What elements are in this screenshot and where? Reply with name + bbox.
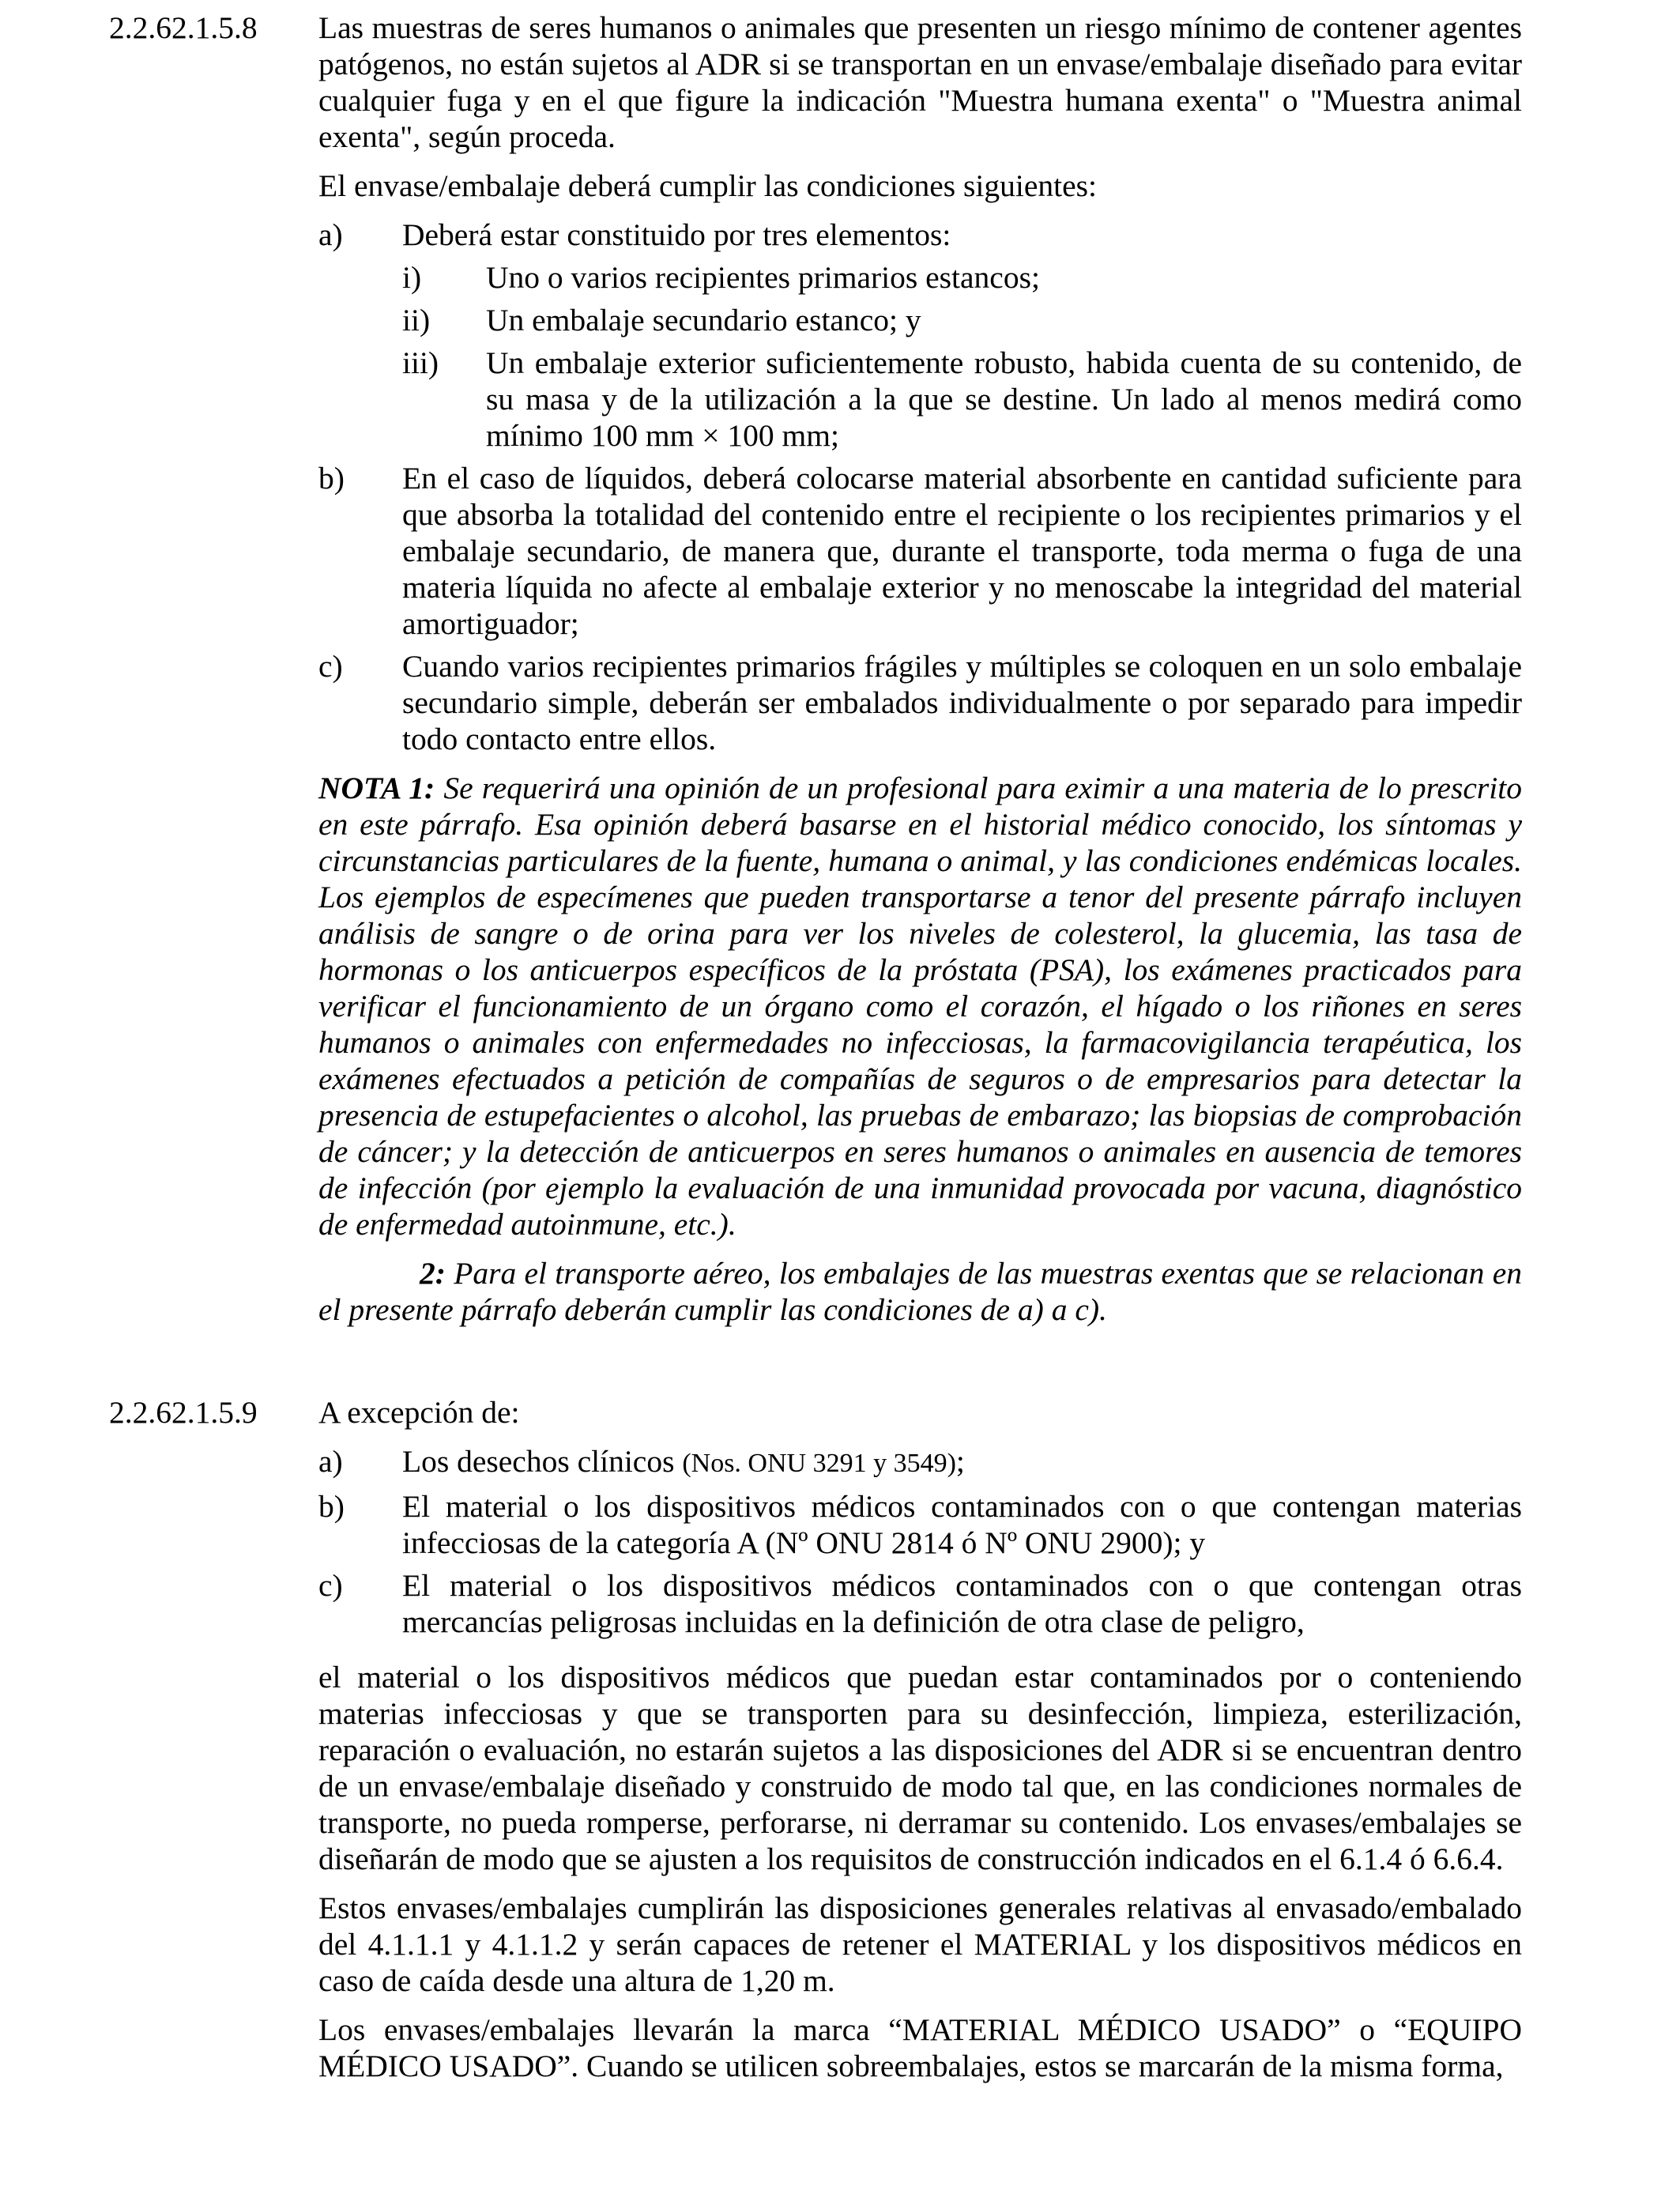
section-body [318,9,1522,1328]
list-item-text: En el caso de líquidos, deberá colocarse material absorbente en cantidad suficiente para que absorba la totalidad del contenido entre el recipiente o los recipientes primarios y el embalaje secundario, de manera que, durante el transporte, toda merma o fuga de una materia líquida no afecte al embalaje exterior y no menoscabe la integridad del material amortiguador; [402,461,1522,641]
sub-item-text: Un embalaje exterior suficientemente robusto, habida cuenta de su contenido, de su masa y de la utilización a la que se destine. Un lado al menos medirá como mínimo 100 mm × 100 mm; [486,345,1522,453]
sub-item-label: ii) [402,303,431,337]
list-item-text: Cuando varios recipientes primarios frágiles y múltiples se coloquen en un solo embalaje secundario simple, deberán ser embalados individualmente o por separado para impedir todo contacto entre ellos. [402,649,1522,756]
list-item-b [318,1488,1522,1561]
sub-item-ii [402,302,1522,338]
intro-paragraph: A excepción de: [318,1395,520,1430]
body-paragraph-2: Estos envases/embalajes cumplirán las disposiciones generales relativas al envasado/embalado del 4.1.1.1 y 4.1.1.2 y serán capaces de retener el MATERIAL y los dispositivos médicos en caso de caída desde una altura de 1,20 m. [318,1891,1522,1998]
intro-paragraph: Las muestras de seres humanos o animales que presenten un riesgo mínimo de contener agentes patógenos, no están sujetos al ADR si se transportan en un envase/embalaje diseñado para evitar cualquier fuga y en el que figure la indicación "Muestra humana exenta" o "Muestra animal exenta", según proceda. [318,10,1522,154]
note-2 [318,1255,1522,1328]
note-1-label: NOTA 1: [318,771,435,805]
sub-item-text: Un embalaje secundario estanco; y [486,303,921,337]
note-1 [318,770,1522,1242]
sub-item-i [402,259,1522,296]
list-item-label: c) [318,649,343,684]
section-number: 2.2.62.1.5.9 [109,1395,258,1430]
conditions-lead: El envase/embalaje deberá cumplir las condiciones siguientes: [318,168,1097,203]
list-item-label: b) [318,461,345,496]
sub-item-iii [402,345,1522,454]
section-number: 2.2.62.1.5.8 [109,10,258,45]
list-item-text: El material o los dispositivos médicos contaminados con o que contengan materias infecciosas de la categoría A (Nº ONU 2814 ó Nº ONU 2900); y [402,1489,1522,1560]
sub-item-label: i) [402,260,422,295]
list-item-a [318,1443,1522,1482]
list-item-text: El material o los dispositivos médicos contaminados con o que contengan otras mercancías peligrosas incluidas en la definición de otra clase de peligro, [402,1568,1522,1639]
list-item-label: a) [318,217,343,252]
un-numbers: (Nos. ONU 3291 y 3549) [682,1449,956,1478]
sub-item-label: iii) [402,345,439,380]
list-item-label: c) [318,1568,343,1603]
list-item-text-main: Los desechos clínicos [402,1444,683,1479]
sub-item-text: Uno o varios recipientes primarios estancos; [486,260,1040,295]
note-2-text: Para el transporte aéreo, los embalajes de las muestras exentas que se relacionan en el presente párrafo deberán cumplir las condiciones de a) a c). [318,1256,1522,1327]
list-item-label: b) [318,1489,345,1524]
list-item-text-end: ; [955,1444,965,1479]
list-item-c [318,648,1522,757]
list-item-text [402,1443,1522,1482]
list-item-c [318,1567,1522,1640]
body-paragraph-1: el material o los dispositivos médicos que puedan estar contaminados por o conteniendo materias infecciosas y que se transporten para su desinfección, limpieza, esterilización, reparación o evaluación, no estarán sujetos a las disposiciones del ADR si se encuentran dentro de un envase/embalaje diseñado y construido de modo tal que, en las condiciones normales de transporte, no pueda romperse, perforarse, ni derramar su contenido. Los envases/embalajes se diseñarán de modo que se ajusten a los requisitos de construcción indicados en el 6.1.4 ó 6.6.4. [318,1660,1522,1876]
list-item-a [318,217,1522,454]
note-1-text: Se requerirá una opinión de un profesional para eximir a una materia de lo prescrito en este párrafo. Esa opinión deberá basarse en el historial médico conocido, los síntomas y circunstancias particulares de la fuente, humana o animal, y las condiciones endémicas locales. Los ejemplos de especímenes que pueden transportarse a tenor del presente párrafo incluyen análisis de sangre o de orina para ver los niveles de colesterol, la glucemia, las tasa de hormonas o los anticuerpos específicos de la próstata (PSA), los exámenes practicados para verificar el funcionamiento de un órgano como el corazón, el hígado o los riñones en seres humanos o animales con enfermedades no infecciosas, la farmacovigilancia terapéutica, los exámenes efectuados a petición de compañías de seguros o de empresarios para detectar la presencia de estupefacientes o alcohol, las pruebas de embarazo; las biopsias de comprobación de cáncer; y la detección de anticuerpos en seres humanos o animales en ausencia de temores de infección (por ejemplo la evaluación de una inmunidad provocada por vacuna, diagnóstico de enfermedad autoinmune, etc.). [318,771,1523,1242]
list-item-label: a) [318,1444,343,1479]
body-paragraph-3: Los envases/embalajes llevarán la marca “MATERIAL MÉDICO USADO” o “EQUIPO MÉDICO USADO”. Cuando se utilicen sobreembalajes, estos se marcarán de la misma forma, [318,2012,1522,2083]
note-2-label: 2: [420,1256,446,1291]
list-item-b [318,460,1522,642]
list-item-text: Deberá estar constituido por tres elementos: [402,217,951,252]
section-body [318,1394,1522,2084]
